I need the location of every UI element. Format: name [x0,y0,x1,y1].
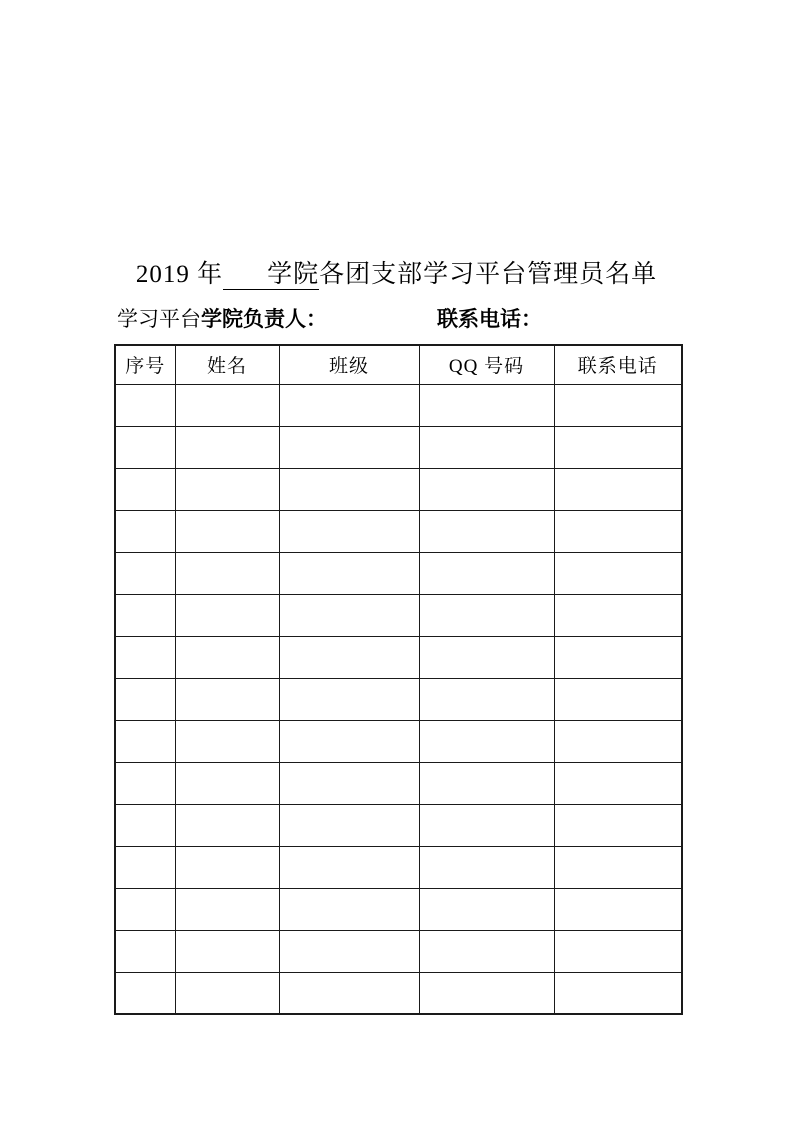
empty-cell [554,468,682,510]
table-header-row [115,345,682,384]
empty-cell [175,720,279,762]
table-row [115,594,682,636]
empty-cell [419,426,554,468]
empty-cell [115,384,175,426]
title-year-prefix: 2019 年 [135,261,224,288]
column-header-1: 序号 [115,345,175,384]
column-header-3: 班级 [279,345,419,384]
title-suffix: 各团支部学习平台管理员名单 [319,261,658,288]
empty-cell [419,930,554,972]
empty-cell [115,972,175,1014]
empty-cell [279,678,419,720]
table-row [115,762,682,804]
empty-cell [115,678,175,720]
empty-cell [175,510,279,552]
empty-cell [175,426,279,468]
empty-cell [175,636,279,678]
empty-cell [554,762,682,804]
empty-cell [554,552,682,594]
column-header-4: QQ 号码 [419,345,554,384]
empty-cell [419,972,554,1014]
platform-label: 学习平台 [117,307,201,331]
table-row [115,804,682,846]
empty-cell [279,888,419,930]
table-row [115,468,682,510]
empty-cell [175,552,279,594]
table-row [115,930,682,972]
empty-cell [279,762,419,804]
table-row [115,636,682,678]
empty-cell [279,426,419,468]
contact-phone-label: 联系电话： [437,307,542,331]
empty-cell [419,804,554,846]
empty-cell [279,720,419,762]
empty-cell [554,594,682,636]
empty-cell [554,678,682,720]
empty-cell [115,804,175,846]
empty-cell [419,762,554,804]
table-row [115,972,682,1014]
empty-cell [554,510,682,552]
empty-cell [175,594,279,636]
empty-cell [175,972,279,1014]
empty-cell [554,804,682,846]
empty-cell [115,720,175,762]
empty-cell [279,468,419,510]
empty-cell [279,930,419,972]
empty-cell [175,468,279,510]
empty-cell [115,636,175,678]
table-row [115,552,682,594]
empty-cell [279,804,419,846]
admin-roster-table [114,344,683,1015]
empty-cell [175,804,279,846]
empty-cell [419,678,554,720]
empty-cell [175,384,279,426]
empty-cell [419,552,554,594]
empty-cell [115,594,175,636]
empty-cell [419,636,554,678]
empty-cell [115,426,175,468]
college-manager-label: 学院负责人： [201,307,327,331]
empty-cell [554,846,682,888]
empty-cell [175,846,279,888]
empty-cell [115,846,175,888]
empty-cell [419,846,554,888]
empty-cell [115,762,175,804]
empty-cell [419,468,554,510]
empty-cell [115,552,175,594]
empty-cell [554,888,682,930]
empty-cell [279,552,419,594]
table-row [115,678,682,720]
empty-cell [419,594,554,636]
table-row [115,888,682,930]
empty-cell [115,930,175,972]
table-row [115,510,682,552]
empty-cell [279,594,419,636]
title-college-blank: 学院 [223,261,319,290]
empty-cell [175,678,279,720]
empty-cell [419,510,554,552]
empty-cell [175,930,279,972]
empty-cell [554,384,682,426]
empty-cell [554,720,682,762]
table-row [115,846,682,888]
document-title [0,259,793,291]
empty-cell [554,930,682,972]
table-row [115,426,682,468]
empty-cell [419,888,554,930]
table-row [115,720,682,762]
table-row [115,384,682,426]
empty-cell [279,846,419,888]
empty-cell [279,384,419,426]
empty-cell [554,636,682,678]
empty-cell [419,384,554,426]
subtitle-line [117,305,681,333]
column-header-2: 姓名 [175,345,279,384]
empty-cell [279,510,419,552]
table-body [115,384,682,1014]
empty-cell [554,426,682,468]
empty-cell [175,888,279,930]
empty-cell [279,972,419,1014]
empty-cell [554,972,682,1014]
column-header-5: 联系电话 [554,345,682,384]
empty-cell [115,510,175,552]
empty-cell [115,888,175,930]
empty-cell [419,720,554,762]
empty-cell [115,468,175,510]
empty-cell [175,762,279,804]
empty-cell [279,636,419,678]
